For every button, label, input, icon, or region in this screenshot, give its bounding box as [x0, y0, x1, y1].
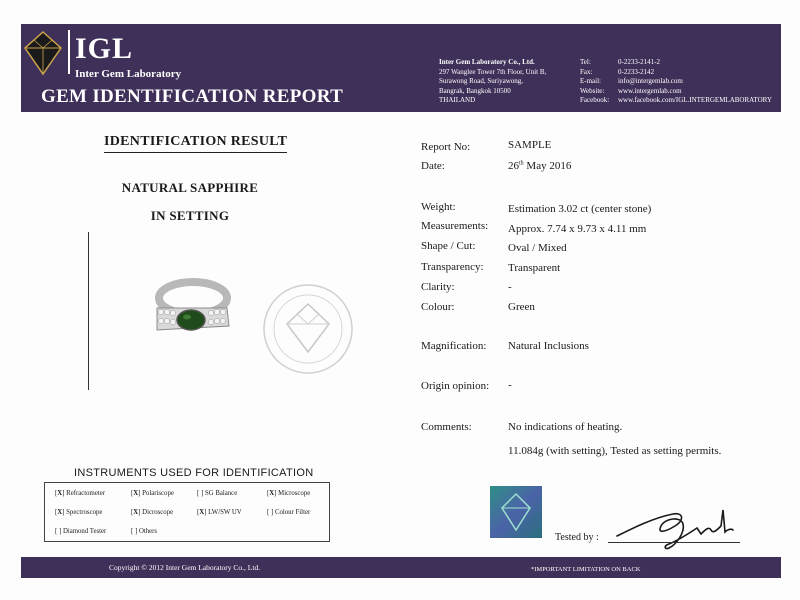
date-suffix: th: [519, 160, 524, 167]
contact-value: 0-2233-2142: [618, 67, 655, 76]
instrument-name: SG Balance: [204, 490, 238, 497]
tested-by-label: Tested by :: [555, 532, 599, 543]
field-value-magnification: Natural Inclusions: [508, 340, 589, 352]
instrument-item: [X] Microscope: [267, 490, 311, 497]
signature-line: [608, 542, 740, 543]
contact-value: www.intergemlab.com: [618, 86, 682, 95]
lab-address: [439, 58, 579, 106]
gem-photo-area: [88, 232, 386, 390]
instrument-check: [133, 528, 135, 535]
instrument-check: X: [269, 490, 275, 497]
contact-label: Tel:: [580, 58, 591, 66]
instrument-name: Others: [138, 528, 158, 535]
contact-row: [580, 58, 772, 68]
instrument-item: [X] Dicroscope: [131, 509, 174, 516]
date-day: 26: [508, 160, 519, 172]
instruments-title: INSTRUMENTS USED FOR IDENTIFICATION: [74, 467, 314, 479]
contact-value: www.facebook.com/IGL.INTERGEMLABORATORY: [618, 96, 772, 104]
footer-band: [21, 557, 781, 578]
instrument-check: X: [57, 490, 63, 497]
field-value-weight: Estimation 3.02 ct (center stone): [508, 203, 652, 215]
instrument-item: [ ] SG Balance: [197, 490, 238, 497]
field-value-shape-cut: Oval / Mixed: [508, 242, 567, 254]
logo-text: IGL: [75, 32, 134, 65]
field-label-magnification: Magnification:: [421, 340, 487, 352]
instrument-check: X: [133, 509, 139, 516]
contact-value: 0-2233-2141-2: [618, 58, 660, 66]
instrument-item: [ ] Colour Filter: [267, 509, 311, 516]
contact-row: [580, 96, 772, 106]
field-value-measurements: Approx. 7.74 x 9.73 x 4.11 mm: [508, 223, 647, 235]
instrument-check: X: [133, 490, 139, 497]
field-value-clarity: -: [508, 281, 512, 293]
contact-row: [580, 87, 772, 97]
logo-divider: [68, 30, 70, 74]
date-rest: May 2016: [523, 160, 572, 172]
logo-subtitle: Inter Gem Laboratory: [75, 68, 182, 80]
gem-name: NATURAL SAPPHIRE: [121, 180, 259, 195]
contact-label: E-mail:: [580, 77, 601, 85]
field-label-colour: Colour:: [421, 301, 455, 313]
instrument-item: [ ] Others: [131, 528, 158, 535]
identification-result-heading: IDENTIFICATION RESULT: [104, 134, 287, 153]
instrument-check: X: [57, 509, 63, 516]
contact-label: Fax:: [580, 67, 593, 76]
field-label-weight: Weight:: [421, 201, 456, 213]
copyright-text: Copyright © 2012 Inter Gem Laboratory Co., Ltd.: [109, 563, 261, 572]
limitation-note: *IMPORTANT LIMITATION ON BACK: [531, 566, 641, 573]
instrument-name: LW/SW UV: [208, 509, 242, 516]
header-band: [21, 24, 781, 112]
instrument-check: [269, 509, 271, 516]
field-value-date: [508, 160, 571, 172]
signature-image: [613, 500, 737, 552]
field-value-comments-line2: 11.084g (with setting), Tested as setting permits.: [508, 445, 722, 457]
field-label-measurements: Measurements:: [421, 220, 489, 232]
instrument-name: Spectroscope: [66, 509, 103, 516]
contact-block: [580, 58, 772, 106]
instrument-item: [X] Refractometer: [55, 490, 106, 497]
field-value-colour: Green: [508, 301, 535, 313]
instrument-check: [199, 490, 201, 497]
address-line: Bangrak, Bangkok 10500: [439, 86, 511, 95]
lab-seal-icon: [261, 282, 355, 376]
field-label-transparency: Transparency:: [421, 261, 484, 273]
ring-photo: [151, 274, 233, 344]
lab-name: Inter Gem Laboratory Co., Ltd.: [439, 58, 535, 66]
hologram-seal-icon: [490, 486, 542, 538]
gem-logo-icon: [23, 30, 63, 76]
instrument-item: [X] Spectroscope: [55, 509, 103, 516]
address-line: 297 Wanglee Tower 7th Floor, Unit B,: [439, 67, 547, 76]
contact-value: info@intergemlab.com: [618, 77, 683, 85]
contact-label: Website:: [580, 86, 605, 95]
instrument-check: X: [199, 509, 205, 516]
instrument-name: Colour Filter: [274, 509, 311, 516]
instrument-item: [X] Polariscope: [131, 490, 174, 497]
field-value-report-no: SAMPLE: [508, 139, 552, 151]
instruments-box: [44, 482, 330, 542]
contact-label: Facebook:: [580, 96, 610, 104]
field-label-comments: Comments:: [421, 421, 472, 433]
instrument-name: Refractometer: [66, 490, 106, 497]
instrument-item: [ ] Diamond Tester: [55, 528, 107, 535]
instrument-name: Dicroscope: [142, 509, 174, 516]
field-value-origin: -: [508, 379, 512, 391]
field-label-date: Date:: [421, 160, 445, 172]
address-line: THAILAND: [439, 96, 476, 104]
field-label-shape-cut: Shape / Cut:: [421, 240, 476, 252]
field-value-comments: No indications of heating.: [508, 421, 623, 433]
contact-row: [580, 77, 772, 87]
gem-setting: IN SETTING: [150, 208, 230, 223]
field-label-report-no: Report No:: [421, 141, 471, 153]
instrument-item: [X] LW/SW UV: [197, 509, 242, 516]
field-label-origin: Origin opinion:: [421, 380, 490, 392]
field-value-transparency: Transparent: [508, 262, 561, 274]
address-line: Surawong Road, Suriyawong,: [439, 77, 523, 85]
instrument-check: [57, 528, 59, 535]
instrument-name: Diamond Tester: [62, 528, 107, 535]
instrument-name: Polariscope: [142, 490, 174, 497]
instrument-name: Microscope: [278, 490, 311, 497]
field-label-clarity: Clarity:: [421, 281, 455, 293]
contact-row: [580, 68, 772, 78]
report-title: GEM IDENTIFICATION REPORT: [41, 86, 344, 107]
